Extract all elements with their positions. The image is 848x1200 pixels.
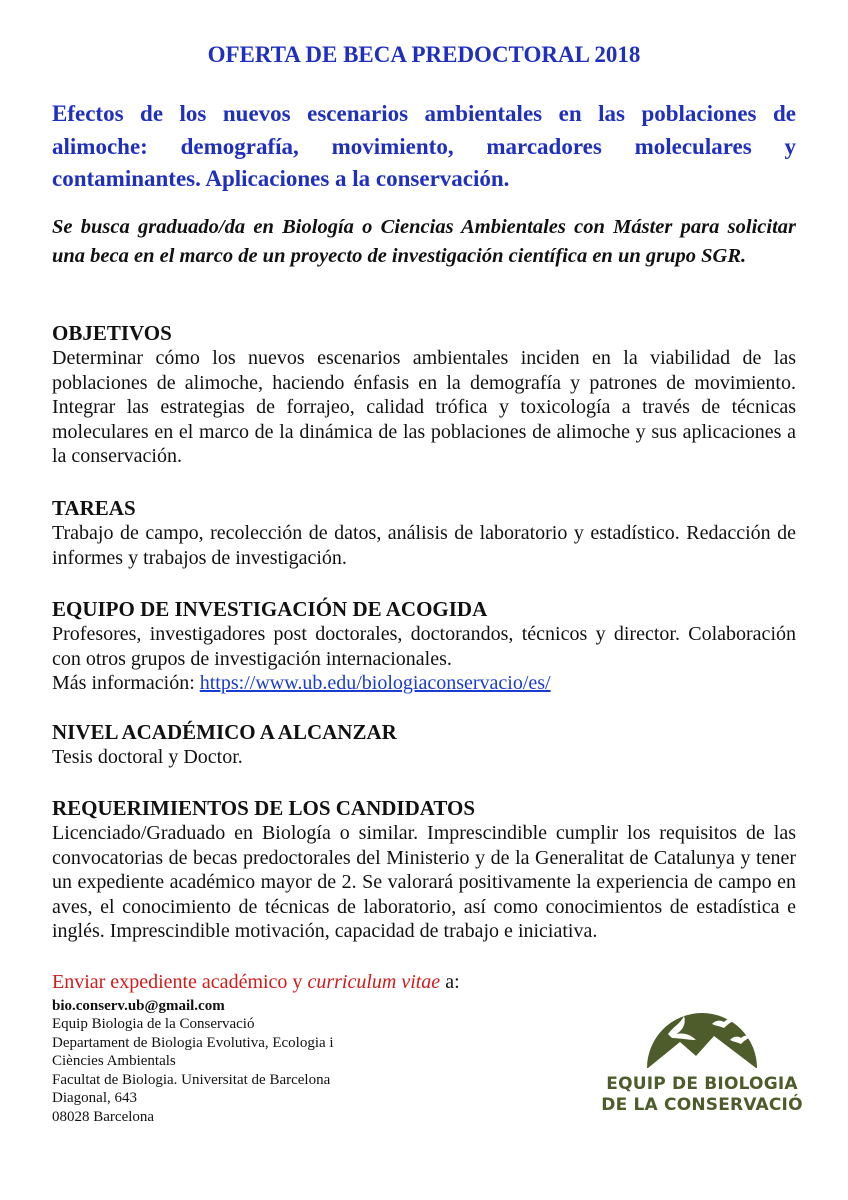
section-body: Licenciado/Graduado en Biología o similar. Imprescindible cumplir los requisitos de las convocatorias de becas predoctorales del Ministerio y de la Generalitat de Catalunya y tener un expediente académico mayor de 2. Se valorará positivamente la experiencia de campo en aves, el conocimiento de técnicas de laboratorio, así como conocimientos de estadística e inglés. Imprescindible motivación, capacidad de trabajo e iniciativa. [52, 822, 796, 942]
section-heading: REQUERIMIENTOS DE LOS CANDIDATOS [52, 796, 476, 820]
section-objetivos [52, 320, 796, 469]
intro-paragraph: Se busca graduado/da en Biología o Ciencias Ambientales con Máster para solicitar una beca en el marco de un proyecto de investigación científica en un grupo SGR. [52, 216, 796, 267]
contact-block [52, 969, 612, 1126]
address-line: Diagonal, 643 [52, 1090, 137, 1106]
address-line: Equip Biologia de la Conservació [52, 1016, 255, 1032]
section-requerimientos [52, 795, 796, 944]
section-tareas [52, 495, 796, 570]
section-heading: EQUIPO DE INVESTIGACIÓN DE ACOGIDA [52, 597, 488, 621]
more-info-line [52, 671, 796, 696]
logo-text-line1: EQUIP DE BIOLOGIA [606, 1074, 798, 1094]
project-title: Efectos de los nuevos escenarios ambientales en las poblaciones de alimoche: demografía, movimiento, marcadores moleculares y contaminantes. Aplicaciones a la conservación. [52, 101, 796, 191]
mountain-birds-icon [596, 996, 808, 1076]
section-equipo [52, 596, 796, 696]
logo-text-line2: DE LA CONSERVACIÓ [601, 1095, 803, 1115]
section-body: Determinar cómo los nuevos escenarios ambientales inciden en la viabilidad de las poblaciones de alimoche, haciendo énfasis en la demografía y patrones de movimiento. Integrar las estrategias de forrajeo, calidad trófica y toxicología a través de técnicas moleculares en el marco de la dinámica de las poblaciones de alimoche y sus aplicaciones a la conservación. [52, 347, 796, 467]
section-heading: OBJETIVOS [52, 321, 172, 345]
request-prefix: Enviar expediente académico y [52, 971, 308, 993]
section-heading: TAREAS [52, 496, 136, 520]
address-line: Departament de Biologia Evolutiva, Ecologia i [52, 1034, 334, 1051]
request-suffix: a: [440, 971, 460, 993]
page-title: OFERTA DE BECA PREDOCTORAL 2018 [207, 42, 641, 67]
address-line: Facultat de Biologia. Universitat de Barcelona [52, 1071, 331, 1088]
contact-email: bio.conserv.ub@gmail.com [52, 998, 225, 1014]
address-line: 08028 Barcelona [52, 1108, 155, 1125]
address-line: Ciències Ambientals [52, 1053, 176, 1069]
section-body: Trabajo de campo, recolección de datos, análisis de laboratorio y estadístico. Redacción de informes y trabajos de investigación. [52, 522, 796, 569]
submission-request [52, 969, 612, 995]
section-heading: NIVEL ACADÉMICO A ALCANZAR [52, 720, 397, 744]
section-nivel [52, 719, 796, 770]
request-italic: curriculum vitae [307, 971, 441, 993]
section-body: Tesis doctoral y Doctor. [52, 746, 243, 768]
group-logo [596, 996, 808, 1120]
more-info-label: Más información: [52, 672, 195, 694]
section-body: Profesores, investigadores post doctorales, doctorandos, técnicos y director. Colaboración con otros grupos de investigación internacionales. [52, 623, 796, 670]
website-link[interactable]: https://www.ub.edu/biologiaconservacio/es/ [199, 672, 551, 694]
